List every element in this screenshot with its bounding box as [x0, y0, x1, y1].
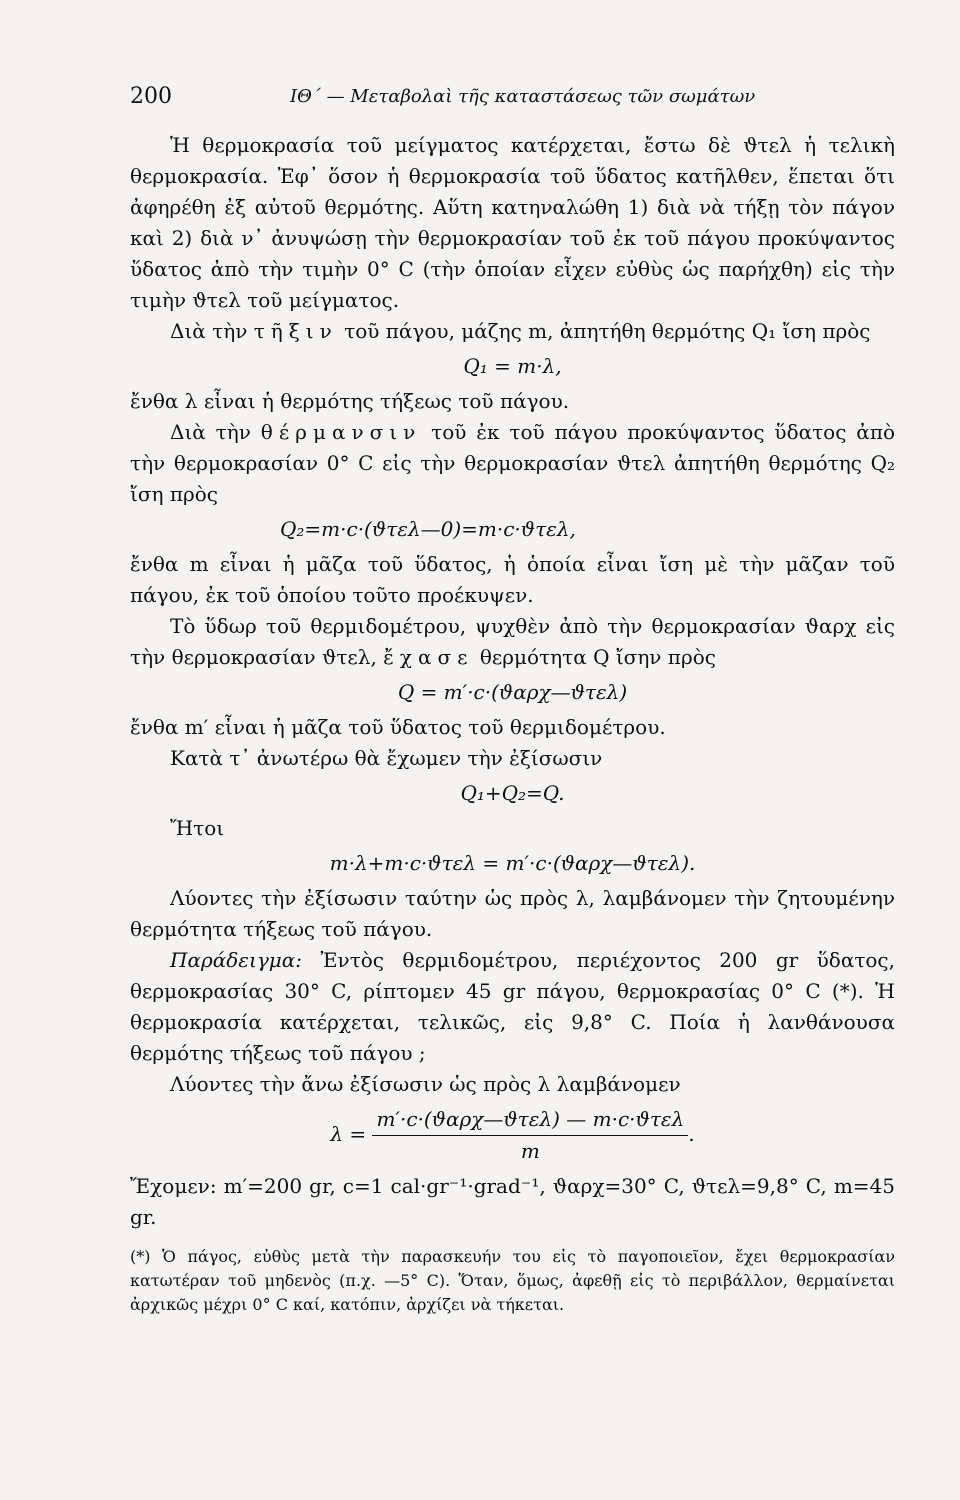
equation: Q₁ = m·λ,	[463, 354, 562, 378]
paragraph: Ἤτοι	[170, 816, 225, 840]
paragraph: ἔνθα m′ εἶναι ἡ μᾶζα τοῦ ὕδατος τοῦ θερμιδομέτρου.	[130, 715, 666, 739]
spaced-word: τῆξιν	[253, 319, 338, 343]
text: τοῦ ἐκ τοῦ πάγου προκύψαντος ὕδατος ἀπὸ τὴν θερμοκρασίαν 0° C εἰς τὴν θερμοκρασίαν ϑτελ ἀπητήθη θερμότης Q₂ ἴση πρὸς	[130, 420, 895, 506]
text: τοῦ πάγου, μάζης m, ἀπητήθη θερμότης Q₁ ἴση πρὸς	[344, 319, 871, 343]
page-body	[130, 130, 895, 1317]
spaced-word: ἔχασε	[383, 645, 474, 669]
text: Διὰ τὴν	[170, 420, 251, 444]
text: θερμότητα Q ἴσην πρὸς	[479, 645, 716, 669]
paragraph: Λύοντες τὴν ἄνω ἐξίσωσιν ὡς πρὸς λ λαμβάνομεν	[170, 1072, 681, 1096]
footnote: (*) Ὁ πάγος, εὐθὺς μετὰ τὴν παρασκευήν του εἰς τὸ παγοποιεῖον, ἔχει θερμοκρασίαν κατωτέραν τοῦ μηδενὸς (π.χ. —5° C). Ὅταν, ὅμως, ἀφεθῇ εἰς τὸ περιβάλλον, θερμαίνεται ἀρχικῶς μέχρι 0° C καί, κατόπιν, ἀρχίζει νὰ τήκεται.	[130, 1247, 895, 1314]
text: Ἐντὸς θερμιδομέτρου, περιέχοντος 200 gr ὕδατος, θερμοκρασίας 30° C, ρίπτομεν 45 gr πάγου, θερμοκρασίας 0° C (*). Ἡ θερμοκρασία κατέρχεται, τελικῶς, εἰς 9,8° C. Ποία ἡ λανθάνουσα θερμότης τήξεως τοῦ πάγου ;	[130, 948, 895, 1065]
paragraph	[130, 417, 895, 510]
paragraph: Ἔχομεν: m′=200 gr, c=1 cal·gr⁻¹·grad⁻¹, ϑαρχ=30° C, ϑτελ=9,8° C, m=45 gr.	[130, 1174, 895, 1229]
paragraph: Ἡ θερμοκρασία τοῦ μείγματος κατέρχεται, ἔστω δὲ ϑτελ ἡ τελικὴ θερμοκρασία. Ἐφ᾽ ὅσον ἡ θερμοκρασία τοῦ ὕδατος κατῆλθεν, ἕπεται ὅτι ἀφηρέθη ἐξ αὐτοῦ θερμότης. Αὕτη κατηναλώθη 1) διὰ νὰ τήξῃ τὸν πάγον καὶ 2) διὰ ν᾽ ἀνυψώσῃ τὴν θερμοκρασίαν τοῦ ἐκ τοῦ πάγου προκύψαντος ὕδατος ἀπὸ τὴν τιμὴν 0° C (τὴν ὁποίαν εἶχεν εὐθὺς ὡς παρήχθη) εἰς τὴν τιμὴν ϑτελ τοῦ μείγματος.	[130, 133, 895, 312]
equation: Q = m′·c·(ϑαρχ—ϑτελ)	[397, 680, 628, 704]
fraction	[372, 1104, 688, 1167]
paragraph	[130, 316, 895, 347]
numerator: m′·c·(ϑαρχ—ϑτελ) — m·c·ϑτελ	[372, 1104, 688, 1136]
equation: Q₁+Q₂=Q.	[460, 781, 565, 805]
fraction-equation: λ = $\frac{\text{m′·c·(ϑαρχ—ϑτελ) — m·c·ϑτελ}}{m}$ .	[130, 1104, 895, 1167]
paragraph	[130, 945, 895, 1069]
equation: Q₂=m·c·(ϑτελ—0)=m·c·ϑτελ,	[280, 517, 576, 541]
example-label: Παράδειγμα:	[170, 948, 303, 972]
paragraph	[130, 611, 895, 673]
spaced-word: θέρμανσιν	[260, 420, 422, 444]
page-header	[130, 84, 830, 114]
paragraph: ἔνθα λ εἶναι ἡ θερμότης τήξεως τοῦ πάγου.	[130, 389, 570, 413]
paragraph: Λύοντες τὴν ἐξίσωσιν ταύτην ὡς πρὸς λ, λαμβάνομεν τὴν ζητουμένην θερμότητα τήξεως τοῦ πάγου.	[130, 886, 895, 941]
text: Τὸ ὕδωρ τοῦ θερμιδομέτρου, ψυχθὲν ἀπὸ τὴν θερμοκρασίαν ϑαρχ εἰς τὴν θερμοκρασίαν ϑτελ,	[130, 614, 895, 669]
denominator: m	[520, 1139, 540, 1163]
equation-lhs: λ =	[330, 1122, 367, 1146]
equation: m·λ+m·c·ϑτελ = m′·c·(ϑαρχ—ϑτελ).	[329, 851, 696, 875]
paragraph: Κατὰ τ᾽ ἀνωτέρω θὰ ἔχωμεν τὴν ἐξίσωσιν	[170, 746, 603, 770]
text: Διὰ τὴν	[170, 319, 248, 343]
page-number: 200	[130, 84, 172, 109]
running-title: ΙΘ΄ — Μεταβολαὶ τῆς καταστάσεως τῶν σωμάτων	[290, 86, 756, 107]
paragraph: ἔνθα m εἶναι ἡ μᾶζα τοῦ ὕδατος, ἡ ὁποία εἶναι ἴση μὲ τὴν μᾶζαν τοῦ πάγου, ἐκ τοῦ ὁποίου τοῦτο προέκυψεν.	[130, 552, 895, 607]
